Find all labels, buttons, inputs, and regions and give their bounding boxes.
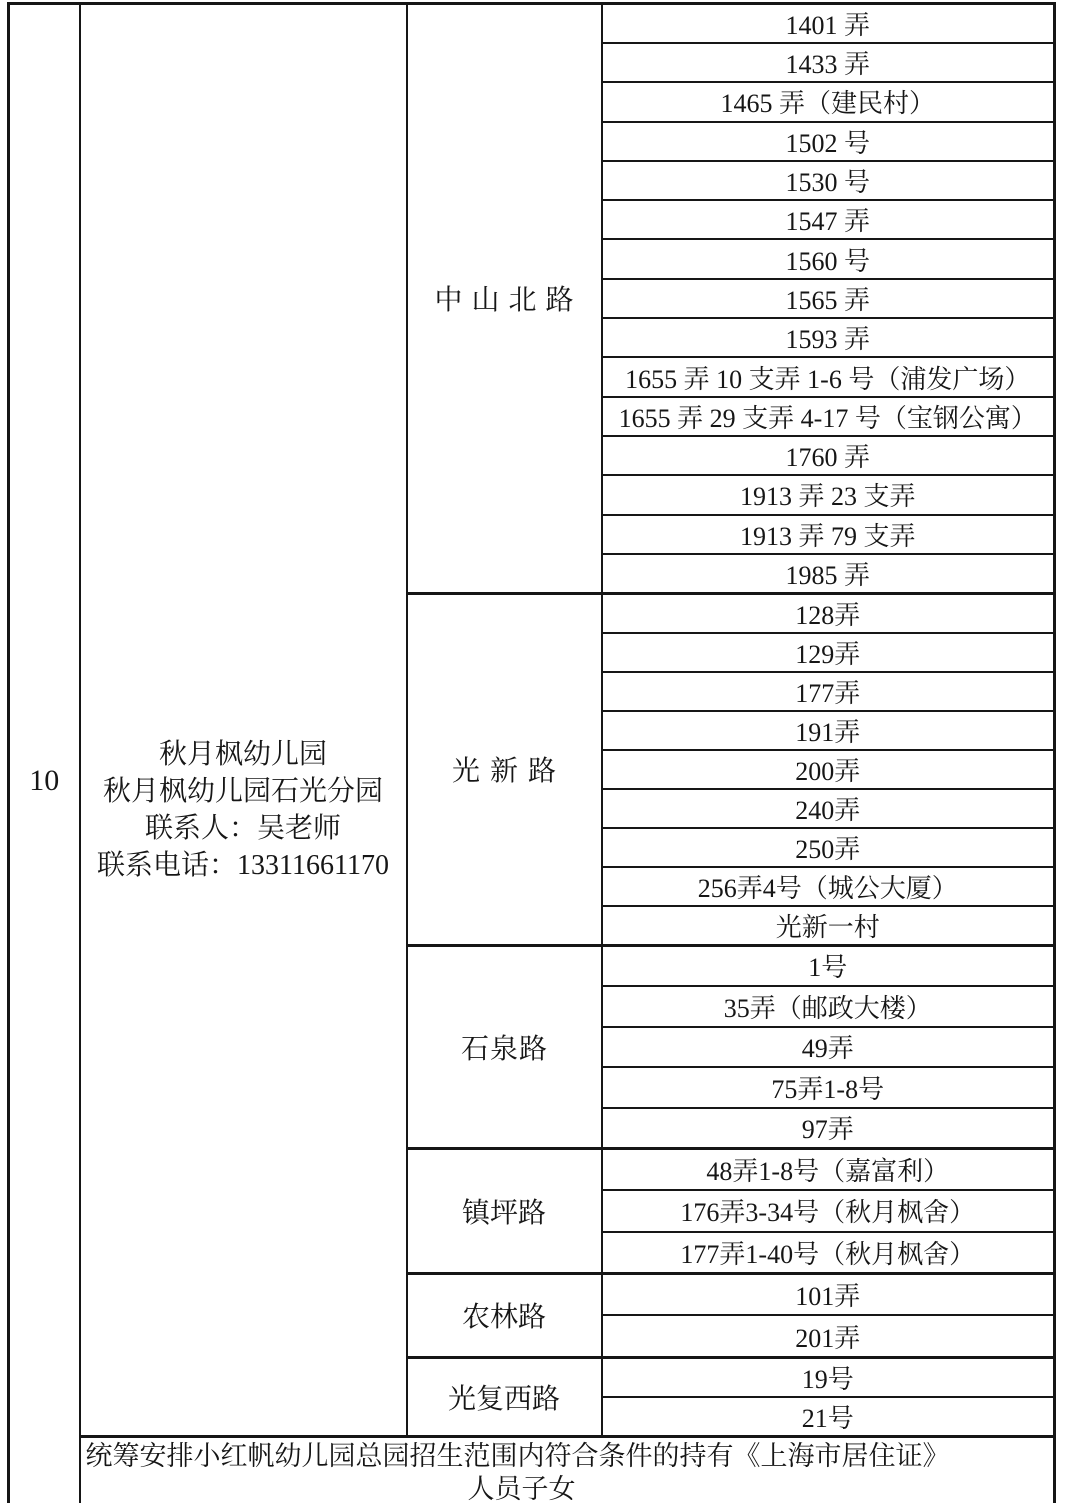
note-text xyxy=(86,1440,958,1503)
address-cell: 256弄4号（城公大厦） xyxy=(602,867,1055,906)
note-line-1: 统筹安排小红帆幼儿园总园招生范围内符合条件的持有《上海市居住证》 xyxy=(85,1440,950,1471)
address-cell: 1433 弄 xyxy=(602,43,1055,82)
address-cell: 128弄 xyxy=(602,593,1055,633)
street-cell-shiquan-rd: 石泉路 xyxy=(407,945,602,1148)
street-cell-guangfu-west-rd: 光复西路 xyxy=(407,1357,602,1436)
kindergarten-info-cell xyxy=(80,4,407,1437)
contact-phone: 联系电话：13311661170 xyxy=(97,849,389,881)
address-cell: 97弄 xyxy=(602,1108,1055,1149)
address-cell: 1655 弄 29 支弄 4-17 号（宝钢公寓） xyxy=(602,397,1055,436)
address-cell: 176弄3-34号（秋月枫舍） xyxy=(602,1190,1055,1232)
address-cell: 19号 xyxy=(602,1357,1055,1397)
address-cell: 200弄 xyxy=(602,750,1055,789)
address-cell: 240弄 xyxy=(602,789,1055,828)
address-cell: 101弄 xyxy=(602,1273,1055,1315)
address-cell: 129弄 xyxy=(602,633,1055,672)
address-cell: 1465 弄（建民村） xyxy=(602,82,1055,121)
address-cell: 35弄（邮政大楼） xyxy=(602,986,1055,1027)
address-cell: 1502 号 xyxy=(602,122,1055,161)
address-cell: 201弄 xyxy=(602,1315,1055,1357)
note-row xyxy=(9,1436,1055,1503)
address-cell: 48弄1-8号（嘉富利） xyxy=(602,1148,1055,1190)
address-cell: 191弄 xyxy=(602,711,1055,750)
street-cell-nonglin-rd: 农林路 xyxy=(407,1273,602,1357)
kindergarten-branch-name: 秋月枫幼儿园石光分园 xyxy=(102,775,383,807)
address-cell: 1655 弄 10 支弄 1-6 号（浦发广场） xyxy=(602,357,1055,396)
address-cell: 1560 号 xyxy=(602,239,1055,278)
address-cell: 1985 弄 xyxy=(602,554,1055,594)
address-cell: 1593 弄 xyxy=(602,318,1055,357)
enrollment-zone-table xyxy=(7,2,1056,1503)
address-cell: 49弄 xyxy=(602,1027,1055,1068)
kindergarten-name: 秋月枫幼儿园 xyxy=(158,738,327,770)
address-cell: 75弄1-8号 xyxy=(602,1067,1055,1108)
address-cell: 177弄1-40号（秋月枫舍） xyxy=(602,1232,1055,1274)
note-line-2: 人员子女 xyxy=(467,1473,576,1503)
street-cell-zhenping-rd: 镇坪路 xyxy=(407,1148,602,1273)
address-cell: 1547 弄 xyxy=(602,200,1055,239)
address-cell: 250弄 xyxy=(602,828,1055,867)
address-cell: 1401 弄 xyxy=(602,4,1055,44)
address-cell: 光新一村 xyxy=(602,906,1055,946)
contact-person: 联系人：吴老师 xyxy=(144,812,341,844)
row-number-cell: 10 xyxy=(9,4,80,1503)
address-cell: 1913 弄 23 支弄 xyxy=(602,475,1055,514)
address-cell: 21号 xyxy=(602,1397,1055,1437)
table-row xyxy=(9,4,1055,44)
address-cell: 1号 xyxy=(602,945,1055,986)
address-cell: 1565 弄 xyxy=(602,279,1055,318)
street-cell-zhongshan-north-rd: 中山北路 xyxy=(407,4,602,594)
address-cell: 177弄 xyxy=(602,672,1055,711)
street-cell-guangxin-rd: 光新路 xyxy=(407,593,602,945)
address-cell: 1913 弄 79 支弄 xyxy=(602,515,1055,554)
address-cell: 1760 弄 xyxy=(602,436,1055,475)
note-cell xyxy=(80,1436,1055,1503)
address-cell: 1530 号 xyxy=(602,161,1055,200)
